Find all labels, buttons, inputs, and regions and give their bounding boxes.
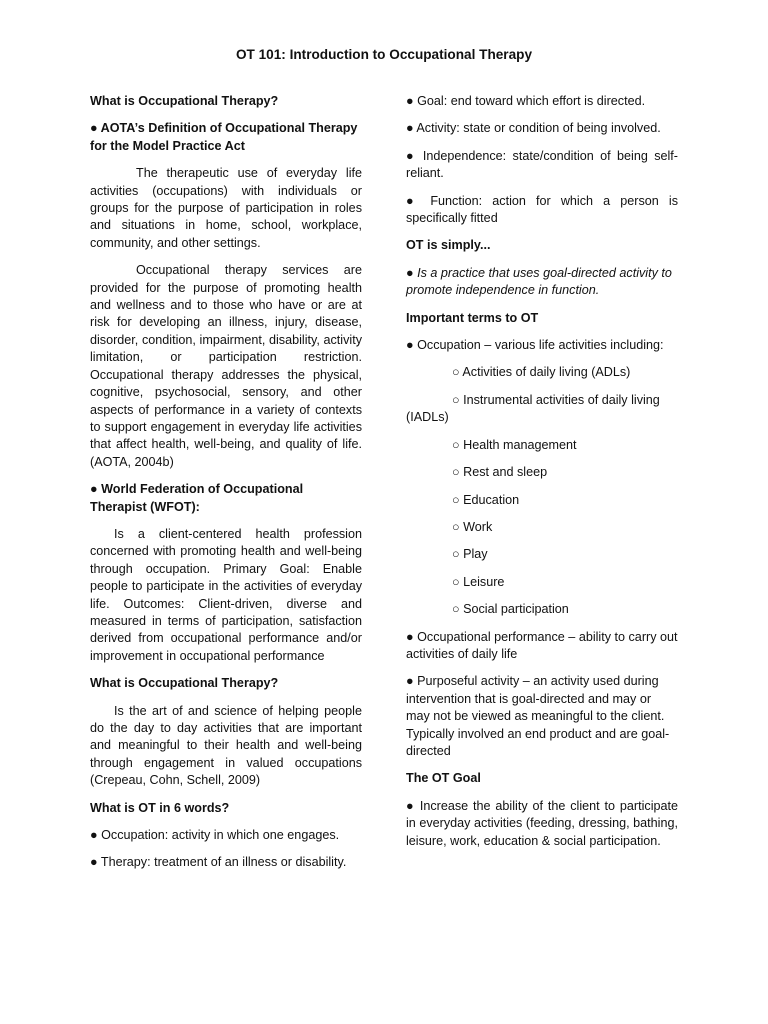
- list-item: ○ Rest and sleep: [452, 465, 548, 480]
- heading-ot-simply: OT is simply...: [406, 238, 491, 253]
- heading-important-terms: Important terms to OT: [406, 310, 539, 325]
- goal-definition: ● Goal: end toward which effort is directed.: [406, 94, 646, 108]
- function-definition: ● Function: action for which a person is specifically fitted: [406, 193, 678, 226]
- heading-ot-goal: The OT Goal: [406, 771, 481, 786]
- independence-definition: ● Independence: state/condition of being self-reliant.: [406, 148, 678, 181]
- list-item: ○ Activities of daily living (ADLs): [452, 365, 631, 380]
- heading-what-is-ot: What is Occupational Therapy?: [90, 94, 279, 108]
- aota-paragraph-2: Occupational therapy services are provided for the purpose of promoting health and wellness and to those who have or are at risk for developing an illness, injury, disease, disorder, condition, impairment, disability, activity limitation, or participation restriction. Occupational therapy addresses the physical, cognitive, psychosocial, sensory, and other aspects of performance in a variety of contexts to support engagement in everyday life activities that affect health, well-being, and quality of life. (AOTA, 2004b): [90, 263, 362, 469]
- wfot-paragraph: Is a client-centered health profession concerned with promoting health and well-being through occupation. Primary Goal: Enable people to participate in the activities of everyday life. Outcomes: Client-driven, diverse and measured in terms of participation, satisfaction derived from occupational performance and/or improvement in occupational performance: [90, 526, 362, 663]
- list-item: ○ Play: [452, 547, 488, 562]
- occupation-term: ● Occupation – various life activities including:: [406, 338, 664, 353]
- document-title: OT 101: Introduction to Occupational Therapy: [235, 47, 533, 62]
- list-item: ○ Leisure: [452, 574, 505, 589]
- list-item: ○ Work: [452, 519, 493, 534]
- occupational-performance: ● Occupational performance – ability to carry out activities of daily life: [406, 629, 678, 661]
- therapy-definition: ● Therapy: treatment of an illness or disability.: [90, 855, 347, 870]
- aota-paragraph-1: The therapeutic use of everyday life activities (occupations) with individuals or groups for the purpose of participation in roles and situations in home, school, workplace, community, and other settings.: [90, 166, 362, 250]
- art-science-paragraph: Is the art of and science of helping people do the day to day activities that are important and meaningful to their health and well-being through engagement in valued occupations (Crepeau, Cohn, Schell, 2009): [90, 703, 362, 788]
- heading-what-is-ot-2: What is Occupational Therapy?: [90, 676, 279, 691]
- list-item: ○ Health management: [452, 437, 577, 452]
- purposeful-activity: ● Purposeful activity – an activity used during intervention that is goal-directed and may or may not be viewed as meaningful to the client. Typically involved an end product and are goal-directed: [406, 674, 670, 758]
- ot-simply-text: ● Is a practice that uses goal-directed activity to promote independence in function.: [406, 265, 672, 298]
- list-item: ○ Instrumental activities of daily living (IADLs): [406, 392, 660, 425]
- left-column: [90, 93, 362, 882]
- ot-goal-text: ● Increase the ability of the client to participate in everyday activities (feeding, dressing, bathing, leisure, work, education & social participation.: [406, 798, 678, 848]
- right-column: [406, 93, 678, 860]
- list-item: ○ Education: [452, 492, 520, 507]
- heading-aota-definition: ● AOTA’s Definition of Occupational Therapy for the Model Practice Act: [90, 121, 358, 153]
- heading-ot-6-words: What is OT in 6 words?: [90, 800, 230, 815]
- activity-definition: ● Activity: state or condition of being involved.: [406, 121, 661, 136]
- list-item: ○ Social participation: [452, 602, 569, 617]
- occupation-definition: ● Occupation: activity in which one engages.: [90, 828, 340, 843]
- heading-wfot: ● World Federation of Occupational Therapist (WFOT):: [90, 482, 304, 514]
